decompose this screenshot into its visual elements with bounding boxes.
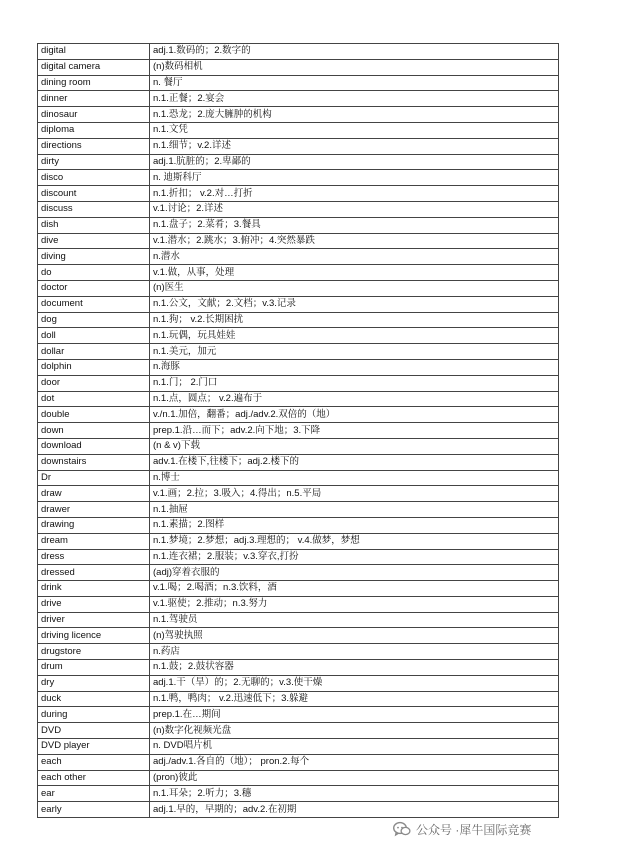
word-cell: dollar <box>38 344 150 360</box>
table-row <box>38 549 559 565</box>
meaning-cell: adj./adv.1.各自的（地）； pron.2.每个 <box>150 754 559 770</box>
table-row <box>38 217 559 233</box>
meaning-cell: n. DVD唱片机 <box>150 739 559 755</box>
wechat-official-account-icon <box>393 821 411 837</box>
table-row <box>38 423 559 439</box>
meaning-cell: n.1.素描；2.图样 <box>150 517 559 533</box>
meaning-cell: n.1.鼓；2.鼓状容器 <box>150 660 559 676</box>
word-cell: dinosaur <box>38 107 150 123</box>
meaning-cell: (n & v)下载 <box>150 438 559 454</box>
table-row <box>38 249 559 265</box>
word-cell: doctor <box>38 280 150 296</box>
table-row <box>38 533 559 549</box>
meaning-cell: n.1.公文，文献；2.文档；v.3.记录 <box>150 296 559 312</box>
meaning-cell: n.1.折扣； v.2.对…打折 <box>150 186 559 202</box>
word-cell: dive <box>38 233 150 249</box>
table-row <box>38 770 559 786</box>
meaning-cell: n.潜水 <box>150 249 559 265</box>
word-cell: during <box>38 707 150 723</box>
meaning-cell: n.1.细节；v.2.详述 <box>150 138 559 154</box>
meaning-cell: v.1.讨论；2.详述 <box>150 201 559 217</box>
table-row <box>38 675 559 691</box>
meaning-cell: adj.1.干（旱）的；2.无聊的；v.3.使干燥 <box>150 675 559 691</box>
table-row <box>38 502 559 518</box>
word-cell: drawing <box>38 517 150 533</box>
word-cell: drive <box>38 596 150 612</box>
table-row <box>38 280 559 296</box>
table-row <box>38 201 559 217</box>
meaning-cell: prep.1.沿…而下；adv.2.向下地；3.下降 <box>150 423 559 439</box>
word-cell: dining room <box>38 75 150 91</box>
watermark-prefix: 公众号 · <box>416 822 460 837</box>
word-cell: dress <box>38 549 150 565</box>
meaning-cell: n.1.正餐；2.宴会 <box>150 91 559 107</box>
table-row <box>38 44 559 60</box>
word-cell: down <box>38 423 150 439</box>
word-cell: Dr <box>38 470 150 486</box>
table-row <box>38 786 559 802</box>
word-cell: do <box>38 265 150 281</box>
meaning-cell: n.博士 <box>150 470 559 486</box>
meaning-cell: v.1.驱使；2.推动；n.3.努力 <box>150 596 559 612</box>
table-row <box>38 328 559 344</box>
meaning-cell: adj.1.肮脏的；2.卑鄙的 <box>150 154 559 170</box>
word-cell: dot <box>38 391 150 407</box>
meaning-cell: v.1.潜水；2.跳水；3.俯冲；4.突然暴跌 <box>150 233 559 249</box>
word-cell: dog <box>38 312 150 328</box>
table-row <box>38 391 559 407</box>
meaning-cell: v./n.1.加倍，翻番；adj./adv.2.双倍的（地） <box>150 407 559 423</box>
watermark <box>393 818 531 840</box>
table-row <box>38 454 559 470</box>
table-row <box>38 470 559 486</box>
meaning-cell: n.1.盘子；2.菜肴；3.餐具 <box>150 217 559 233</box>
table-row <box>38 612 559 628</box>
meaning-cell: n.1.美元，加元 <box>150 344 559 360</box>
table-row <box>38 265 559 281</box>
meaning-cell: n.药店 <box>150 644 559 660</box>
word-cell: digital <box>38 44 150 60</box>
meaning-cell: n.1.驾驶员 <box>150 612 559 628</box>
meaning-cell: n.海豚 <box>150 359 559 375</box>
meaning-cell: (n)医生 <box>150 280 559 296</box>
word-cell: drum <box>38 660 150 676</box>
meaning-cell: n.1.狗； v.2.长期困扰 <box>150 312 559 328</box>
word-cell: diving <box>38 249 150 265</box>
table-row <box>38 723 559 739</box>
word-cell: directions <box>38 138 150 154</box>
table-row <box>38 107 559 123</box>
meaning-cell: n.1.点，圆点； v.2.遍布于 <box>150 391 559 407</box>
table-row <box>38 517 559 533</box>
meaning-cell: n.1.玩偶，玩具娃娃 <box>150 328 559 344</box>
table-row <box>38 91 559 107</box>
word-cell: draw <box>38 486 150 502</box>
table-row <box>38 407 559 423</box>
word-cell: driver <box>38 612 150 628</box>
word-cell: discuss <box>38 201 150 217</box>
meaning-cell: (n)驾驶执照 <box>150 628 559 644</box>
word-cell: duck <box>38 691 150 707</box>
word-cell: each other <box>38 770 150 786</box>
meaning-cell: adv.1.在楼下,往楼下；adj.2.楼下的 <box>150 454 559 470</box>
table-row <box>38 233 559 249</box>
meaning-cell: n.1.鸭，鸭肉； v.2.迅速低下；3.躲避 <box>150 691 559 707</box>
table-row <box>38 296 559 312</box>
meaning-cell: (adj)穿着衣服的 <box>150 565 559 581</box>
table-row <box>38 644 559 660</box>
word-cell: early <box>38 802 150 818</box>
meaning-cell: v.1.喝；2.喝酒；n.3.饮料，酒 <box>150 581 559 597</box>
meaning-cell: (pron)彼此 <box>150 770 559 786</box>
word-cell: double <box>38 407 150 423</box>
table-row <box>38 75 559 91</box>
table-row <box>38 344 559 360</box>
vocabulary-table-body <box>38 44 559 818</box>
table-row <box>38 596 559 612</box>
table-row <box>38 170 559 186</box>
table-row <box>38 739 559 755</box>
word-cell: each <box>38 754 150 770</box>
word-cell: driving licence <box>38 628 150 644</box>
table-row <box>38 138 559 154</box>
word-cell: DVD <box>38 723 150 739</box>
watermark-account-name: 犀牛国际竞赛 <box>459 822 532 837</box>
table-row <box>38 628 559 644</box>
meaning-cell: n.1.文凭 <box>150 122 559 138</box>
table-row <box>38 375 559 391</box>
table-row <box>38 122 559 138</box>
meaning-cell: adj.1.数码的；2.数字的 <box>150 44 559 60</box>
meaning-cell: n.1.耳朵；2.听力；3.穗 <box>150 786 559 802</box>
meaning-cell: (n)数码相机 <box>150 59 559 75</box>
meaning-cell: n.1.连衣裙；2.服装；v.3.穿衣,打扮 <box>150 549 559 565</box>
table-row <box>38 312 559 328</box>
table-row <box>38 660 559 676</box>
word-cell: dry <box>38 675 150 691</box>
meaning-cell: n. 餐厅 <box>150 75 559 91</box>
word-cell: discount <box>38 186 150 202</box>
table-row <box>38 438 559 454</box>
word-cell: DVD player <box>38 739 150 755</box>
meaning-cell: n.1.抽屉 <box>150 502 559 518</box>
table-row <box>38 186 559 202</box>
meaning-cell: v.1.做，从事，处理 <box>150 265 559 281</box>
meaning-cell: prep.1.在…期间 <box>150 707 559 723</box>
table-row <box>38 359 559 375</box>
meaning-cell: adj.1.早的，早期的；adv.2.在初期 <box>150 802 559 818</box>
table-row <box>38 707 559 723</box>
word-cell: drawer <box>38 502 150 518</box>
table-row <box>38 691 559 707</box>
meaning-cell: v.1.画；2.拉；3.吸入；4.得出；n.5.平局 <box>150 486 559 502</box>
word-cell: dressed <box>38 565 150 581</box>
meaning-cell: n.1.门； 2.门口 <box>150 375 559 391</box>
word-cell: dinner <box>38 91 150 107</box>
word-cell: disco <box>38 170 150 186</box>
meaning-cell: n. 迪斯科厅 <box>150 170 559 186</box>
meaning-cell: n.1.恐龙；2.庞大臃肿的机构 <box>150 107 559 123</box>
word-cell: document <box>38 296 150 312</box>
vocabulary-table <box>37 43 559 818</box>
word-cell: doll <box>38 328 150 344</box>
meaning-cell: (n)数字化视频光盘 <box>150 723 559 739</box>
word-cell: digital camera <box>38 59 150 75</box>
word-cell: door <box>38 375 150 391</box>
table-row <box>38 154 559 170</box>
word-cell: download <box>38 438 150 454</box>
word-cell: dish <box>38 217 150 233</box>
table-row <box>38 59 559 75</box>
word-cell: dolphin <box>38 359 150 375</box>
word-cell: dirty <box>38 154 150 170</box>
word-cell: dream <box>38 533 150 549</box>
table-row <box>38 802 559 818</box>
word-cell: downstairs <box>38 454 150 470</box>
meaning-cell: n.1.梦境；2.梦想；adj.3.理想的； v.4.做梦，梦想 <box>150 533 559 549</box>
table-row <box>38 565 559 581</box>
word-cell: drink <box>38 581 150 597</box>
table-row <box>38 754 559 770</box>
word-cell: drugstore <box>38 644 150 660</box>
word-cell: diploma <box>38 122 150 138</box>
word-cell: ear <box>38 786 150 802</box>
table-row <box>38 581 559 597</box>
table-row <box>38 486 559 502</box>
